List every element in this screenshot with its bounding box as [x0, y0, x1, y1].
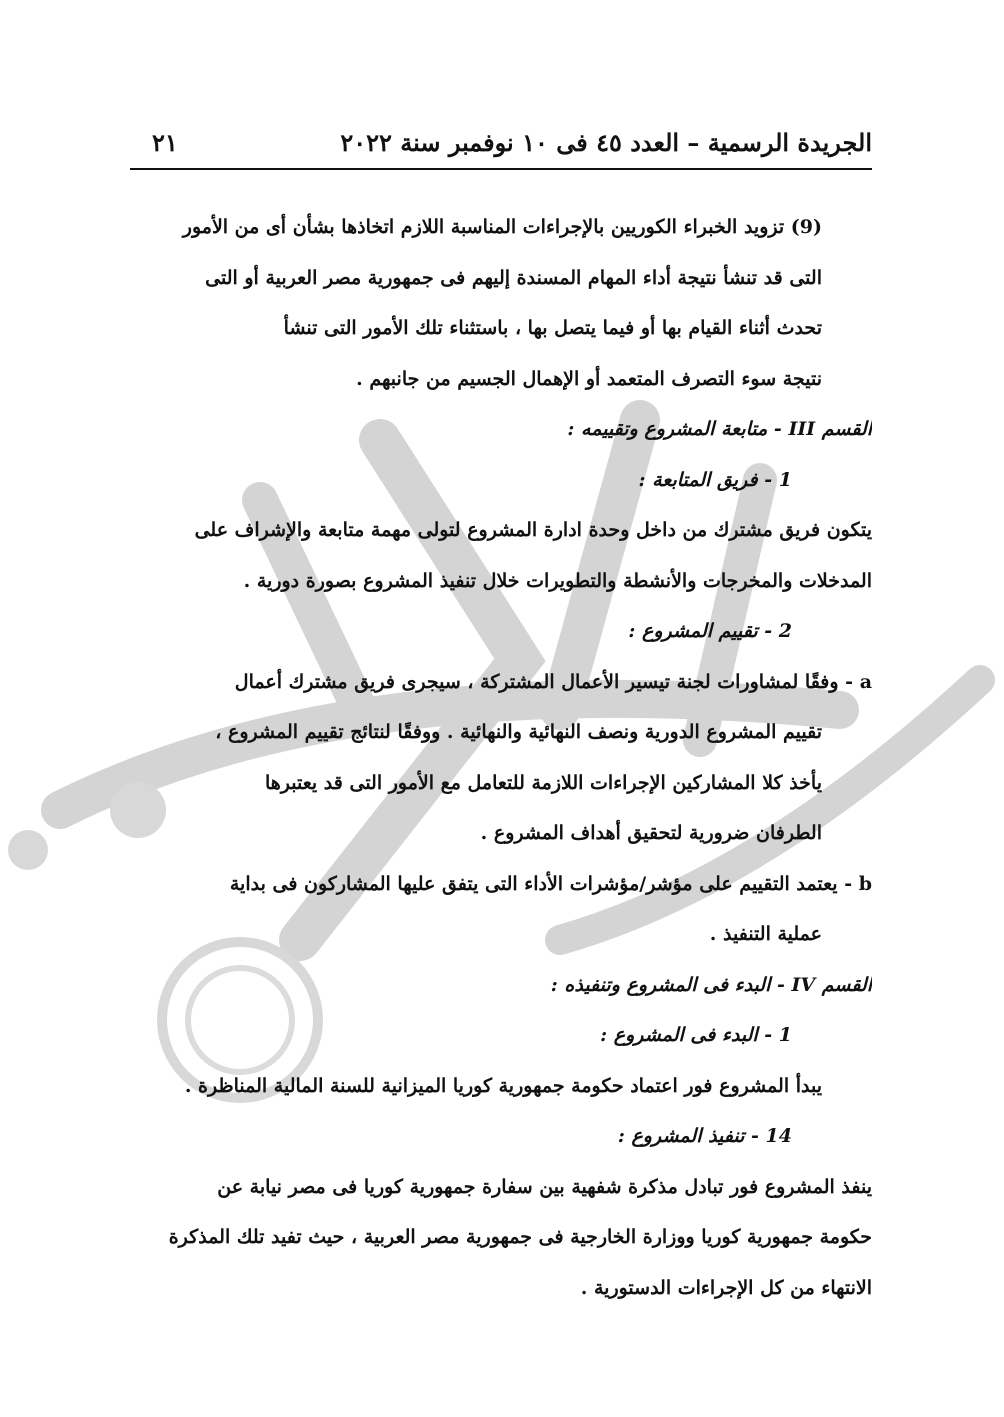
section-heading: القسم IV - البدء فى المشروع وتنفيذه : — [550, 973, 872, 996]
text-line: نتيجة سوء التصرف المتعمد أو الإهمال الجسيم من جانبهم . — [356, 367, 822, 390]
text-line: المدخلات والمخرجات والأنشطة والتطويرات خلال تنفيذ المشروع بصورة دورية . — [243, 569, 872, 592]
subsection-heading: 14 - تنفيذ المشروع : — [617, 1125, 792, 1147]
text-line: تحدث أثناء القيام بها أو فيما يتصل بها ، باستثناء تلك الأمور التى تنشأ — [283, 317, 822, 339]
text-line: (9) تزويد الخبراء الكوريين بالإجراءات المناسبة اللازم اتخاذها بشأن أى من الأمور — [182, 216, 822, 238]
document-body — [130, 210, 872, 1321]
subsection-heading: 1 - فريق المتابعة : — [638, 468, 792, 491]
text-line: ينفذ المشروع فور تبادل مذكرة شفهية بين سفارة جمهورية كوريا فى مصر نيابة عن — [217, 1175, 872, 1198]
text-line: يأخذ كلا المشاركين الإجراءات اللازمة للتعامل مع الأمور التى قد يعتبرها — [264, 771, 822, 794]
gazette-header-title: الجريدة الرسمية – العدد ٤٥ فى ١٠ نوفمبر سنة ٢٠٢٢ — [340, 128, 872, 157]
text-line: الانتهاء من كل الإجراءات الدستورية . — [580, 1276, 872, 1299]
text-line: عملية التنفيذ . — [709, 923, 822, 945]
text-line: يبدأ المشروع فور اعتماد حكومة جمهورية كوريا الميزانية للسنة المالية المناظرة . — [184, 1074, 822, 1097]
text-line: التى قد تنشأ نتيجة أداء المهام المسندة إليهم فى جمهورية مصر العربية أو التى — [205, 266, 822, 289]
section-heading: القسم III - متابعة المشروع وتقييمه : — [567, 418, 872, 440]
subsection-heading: 1 - البدء فى المشروع : — [600, 1024, 792, 1046]
text-line: تقييم المشروع الدورية ونصف النهائية والنهائية . ووفقًا لنتائج تقييم المشروع ، — [215, 721, 822, 743]
page-number: ٢١ — [152, 128, 178, 157]
text-line: الطرفان ضرورية لتحقيق أهداف المشروع . — [480, 822, 822, 844]
page-header — [130, 128, 872, 170]
subsection-heading: 2 - تقييم المشروع : — [628, 620, 792, 642]
text-line: يتكون فريق مشترك من داخل وحدة ادارة المشروع لتولى مهمة متابعة والإشراف على — [194, 519, 872, 541]
list-item-a: a - وفقًا لمشاورات لجنة تيسير الأعمال المشتركة ، سيجرى فريق مشترك أعمال — [234, 670, 872, 693]
text-line: حكومة جمهورية كوريا ووزارة الخارجية فى جمهورية مصر العربية ، حيث تفيد تلك المذكرة — [168, 1226, 872, 1248]
list-item-b: b - يعتمد التقييم على مؤشر/مؤشرات الأداء التى يتفق عليها المشاركون فى بداية — [229, 872, 872, 895]
